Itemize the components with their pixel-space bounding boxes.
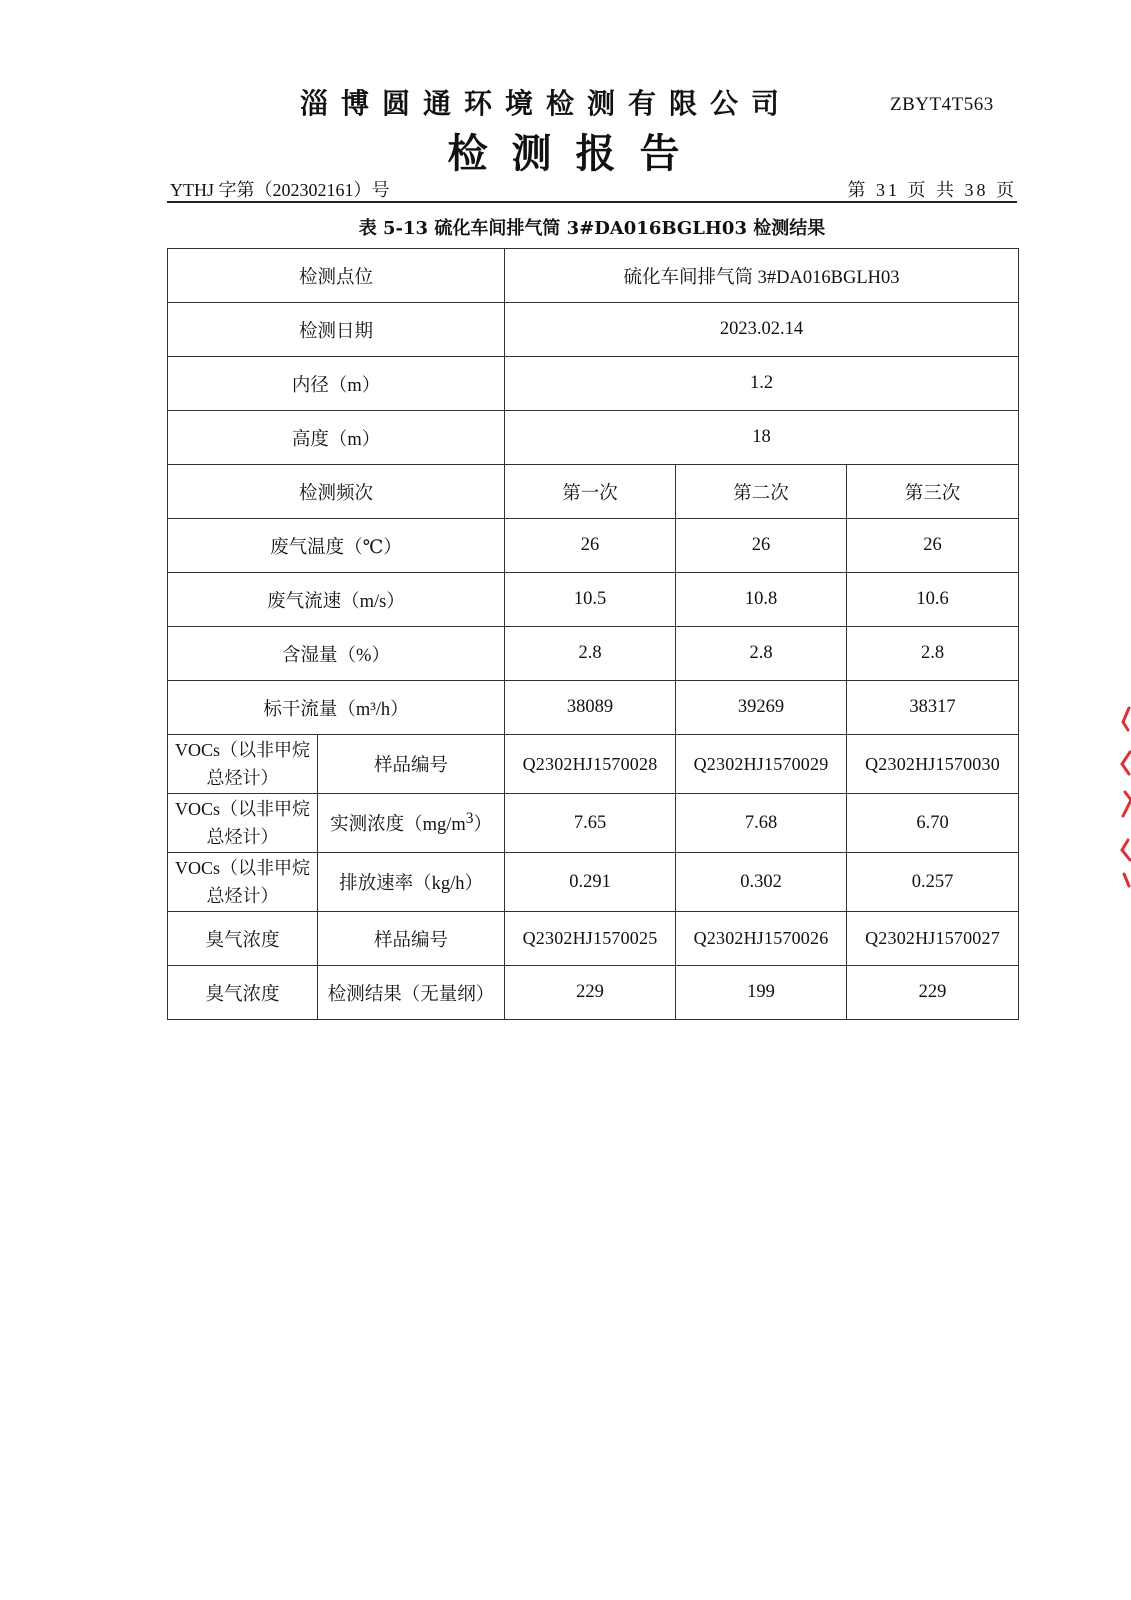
cell-flow-2: 39269 xyxy=(676,681,847,735)
page-indicator: 第 31 页 共 38 页 xyxy=(847,180,1017,200)
cell-moisture-3: 2.8 xyxy=(847,627,1019,681)
row-label-date: 检测日期 xyxy=(168,303,505,357)
row-label-flow: 标干流量（m³/h） xyxy=(168,681,505,735)
cell-velocity-3: 10.6 xyxy=(847,573,1019,627)
cell-date: 2023.02.14 xyxy=(505,303,1019,357)
table-row xyxy=(168,966,1019,1020)
cell-vocs-conc-2: 7.68 xyxy=(676,794,847,853)
vocs-concentration-label-end: ） xyxy=(473,815,492,836)
cell-diameter: 1.2 xyxy=(505,357,1019,411)
report-title: 检测报告 xyxy=(447,130,704,177)
row-label-point: 检测点位 xyxy=(168,249,505,303)
row-label-height: 高度（m） xyxy=(168,411,505,465)
seal-stroke xyxy=(1122,708,1131,886)
cell-vocs-sample-1: Q2302HJ1570028 xyxy=(505,735,676,794)
table-row xyxy=(168,411,1019,465)
row-label-temperature: 废气温度（℃） xyxy=(168,519,505,573)
cell-odor-result-2: 199 xyxy=(676,966,847,1020)
cell-temperature-3: 26 xyxy=(847,519,1019,573)
cell-vocs-conc-1: 7.65 xyxy=(505,794,676,853)
cell-odor-sample-1: Q2302HJ1570025 xyxy=(505,912,676,966)
vocs-concentration-label: 实测浓度（mg/m xyxy=(330,815,466,836)
table-row xyxy=(168,627,1019,681)
table-row xyxy=(168,303,1019,357)
table-row xyxy=(168,853,1019,912)
cell-frequency-3: 第三次 xyxy=(847,465,1019,519)
row-group-vocs: VOCs（以非甲烷总烃计） xyxy=(168,735,318,794)
cell-point: 硫化车间排气筒 3#DA016BGLH03 xyxy=(505,249,1019,303)
row-group-odor: 臭气浓度 xyxy=(168,966,318,1020)
row-label-vocs-sample: 样品编号 xyxy=(318,735,505,794)
table-row xyxy=(168,681,1019,735)
row-label-vocs-concentration xyxy=(318,794,505,853)
unit-superscript: 3 xyxy=(465,809,474,827)
cell-velocity-1: 10.5 xyxy=(505,573,676,627)
cell-flow-1: 38089 xyxy=(505,681,676,735)
header-divider xyxy=(167,201,1017,203)
cell-odor-sample-3: Q2302HJ1570027 xyxy=(847,912,1019,966)
cell-velocity-2: 10.8 xyxy=(676,573,847,627)
table-row xyxy=(168,912,1019,966)
row-label-velocity: 废气流速（m/s） xyxy=(168,573,505,627)
cell-odor-result-3: 229 xyxy=(847,966,1019,1020)
row-group-odor: 臭气浓度 xyxy=(168,912,318,966)
cell-vocs-sample-3: Q2302HJ1570030 xyxy=(847,735,1019,794)
cell-odor-result-1: 229 xyxy=(505,966,676,1020)
row-label-odor-result: 检测结果（无量纲） xyxy=(318,966,505,1020)
table-row xyxy=(168,465,1019,519)
cell-frequency-2: 第二次 xyxy=(676,465,847,519)
cell-vocs-conc-3: 6.70 xyxy=(847,794,1019,853)
table-caption: 表 5-13 硫化车间排气筒 3#DA016BGLH03 检测结果 xyxy=(358,218,826,239)
cell-vocs-sample-2: Q2302HJ1570029 xyxy=(676,735,847,794)
results-table xyxy=(167,248,1019,1020)
cell-vocs-rate-3: 0.257 xyxy=(847,853,1019,912)
cell-odor-sample-2: Q2302HJ1570026 xyxy=(676,912,847,966)
row-label-vocs-rate: 排放速率（kg/h） xyxy=(318,853,505,912)
cell-vocs-rate-1: 0.291 xyxy=(505,853,676,912)
row-group-vocs: VOCs（以非甲烷总烃计） xyxy=(168,853,318,912)
cell-frequency-1: 第一次 xyxy=(505,465,676,519)
table-row xyxy=(168,357,1019,411)
table-row xyxy=(168,519,1019,573)
cell-vocs-rate-2: 0.302 xyxy=(676,853,847,912)
cell-moisture-1: 2.8 xyxy=(505,627,676,681)
cell-temperature-1: 26 xyxy=(505,519,676,573)
table-row xyxy=(168,249,1019,303)
cell-flow-3: 38317 xyxy=(847,681,1019,735)
cell-height: 18 xyxy=(505,411,1019,465)
table-row xyxy=(168,794,1019,853)
row-label-frequency: 检测频次 xyxy=(168,465,505,519)
row-group-vocs: VOCs（以非甲烷总烃计） xyxy=(168,794,318,853)
cell-temperature-2: 26 xyxy=(676,519,847,573)
table-row xyxy=(168,735,1019,794)
company-name: 淄博圆通环境检测有限公司 xyxy=(300,87,793,120)
document-code: ZBYT4T563 xyxy=(890,94,994,115)
report-number: YTHJ 字第（202302161）号 xyxy=(170,180,390,200)
row-label-moisture: 含湿量（%） xyxy=(168,627,505,681)
row-label-odor-sample: 样品编号 xyxy=(318,912,505,966)
table-row xyxy=(168,573,1019,627)
row-label-diameter: 内径（m） xyxy=(168,357,505,411)
cell-moisture-2: 2.8 xyxy=(676,627,847,681)
seal-stamp-fragment xyxy=(1119,700,1131,890)
